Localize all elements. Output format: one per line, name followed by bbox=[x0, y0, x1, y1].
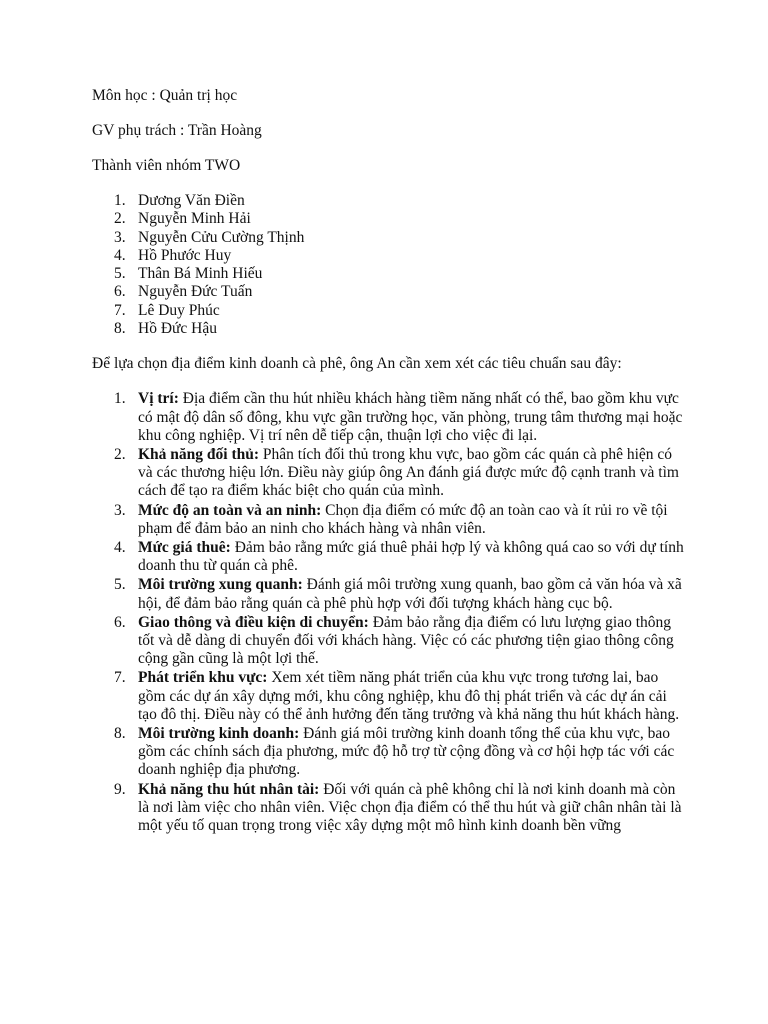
criterion-text: Đánh giá môi trường xung quanh, bao gồm cả văn hóa và xã hội, để đảm bảo rằng quán cà phê phù hợp với đối tượng khách hàng cục bộ. bbox=[138, 576, 682, 612]
list-item: 8. Môi trường kinh doanh: Đánh giá môi trường kinh doanh tổng thể của khu vực, bao gồm các chính sách địa phương, mức độ hỗ trợ từ cộng đồng và cơ hội hợp tác với các doanh nghiệp địa phương. bbox=[114, 725, 675, 779]
member-name: Lê Duy Phúc bbox=[138, 301, 220, 319]
criterion-title: Khả năng đối thủ: bbox=[138, 445, 260, 463]
list-item: 7. Lê Duy Phúc bbox=[114, 301, 220, 319]
criteria-list bbox=[92, 390, 688, 835]
criterion-text: Đảm bảo rằng địa điểm có lưu lượng giao thông tốt và dễ dàng di chuyển đối với khách hàng. Việc có các phương tiện giao thông công cộng gần cũng là một lợi thế. bbox=[138, 613, 674, 668]
criterion-text: Đối với quán cà phê không chỉ là nơi kinh doanh mà còn là nơi làm việc cho nhân viên. Việc chọn địa điểm có thể thu hút và giữ chân nhân tài là một yếu tố quan trọng trong việc xây dựng một mô hình kinh doanh bền vững bbox=[138, 780, 682, 835]
criterion-text: Phân tích đối thủ trong khu vực, bao gồm các quán cà phê hiện có và các thương hiệu lớn. Điều này giúp ông An đánh giá được mức độ cạnh tranh và tìm cách để tạo ra điểm khác biệt cho quán của mình. bbox=[138, 445, 679, 500]
list-item: 4. Mức giá thuê: Đảm bảo rằng mức giá thuê phải hợp lý và không quá cao so với dự tính doanh thu từ quán cà phê. bbox=[114, 539, 684, 575]
teacher-line: GV phụ trách : Trần Hoàng bbox=[92, 122, 262, 139]
list-item: 2. Khả năng đối thủ: Phân tích đối thủ trong khu vực, bao gồm các quán cà phê hiện có và các thương hiệu lớn. Điều này giúp ông An đánh giá được mức độ cạnh tranh và tìm cách để tạo ra điểm khác biệt cho quán của mình. bbox=[114, 445, 679, 500]
member-name: Hồ Đức Hậu bbox=[138, 320, 217, 338]
intro-paragraph: Để lựa chọn địa điểm kinh doanh cà phê, ông An cần xem xét các tiêu chuẩn sau đây: bbox=[92, 355, 622, 373]
list-item: 3. Nguyễn Cửu Cường Thịnh bbox=[114, 228, 305, 246]
list-item: 7. Phát triển khu vực: Xem xét tiềm năng phát triển của khu vực trong tương lai, bao gồm các dự án xây dựng mới, khu công nghiệp, khu đô thị phát triển và các dự án cải tạo đô thị. Điều này có thể ảnh hưởng đến tăng trưởng và khả năng thu hút khách hàng. bbox=[114, 669, 680, 723]
member-name: Hồ Phước Huy bbox=[138, 246, 232, 264]
list-item: 5. Thân Bá Minh Hiếu bbox=[114, 265, 263, 283]
member-name: Nguyễn Cửu Cường Thịnh bbox=[138, 228, 305, 246]
subject-line: Môn học : Quản trị học bbox=[92, 87, 238, 104]
criterion-text: Xem xét tiềm năng phát triển của khu vực trong tương lai, bao gồm các dự án xây dựng mới, khu công nghiệp, khu đô thị phát triển và các dự án cải tạo đô thị. Điều này có thể ảnh hưởng đến tăng trưởng và khả năng thu hút khách hàng. bbox=[138, 669, 680, 723]
member-name: Thân Bá Minh Hiếu bbox=[138, 265, 263, 283]
criterion-text: Địa điểm cần thu hút nhiều khách hàng tiềm năng nhất có thể, bao gồm khu vực có mật độ dân số đông, khu vực gần trường học, văn phòng, trung tâm thương mại hoặc khu công nghiệp. Vị trí nên dễ tiếp cận, thuận lợi cho việc đi lại. bbox=[138, 390, 683, 444]
list-item: 9. Khả năng thu hút nhân tài: Đối với quán cà phê không chỉ là nơi kinh doanh mà còn là nơi làm việc cho nhân viên. Việc chọn địa điểm có thể thu hút và giữ chân nhân tài là một yếu tố quan trọng trong việc xây dựng một mô hình kinh doanh bền vững bbox=[114, 780, 682, 835]
list-item: 2. Nguyễn Minh Hải bbox=[114, 210, 251, 228]
list-item: 6. Giao thông và điều kiện di chuyển: Đảm bảo rằng địa điểm có lưu lượng giao thông tốt và dễ dàng di chuyển đối với khách hàng. Việc có các phương tiện giao thông công cộng gần cũng là một lợi thế. bbox=[114, 613, 674, 668]
criterion-text: Chọn địa điểm có mức độ an toàn cao và ít rủi ro về tội phạm để đảm bảo an ninh cho khách hàng và nhân viên. bbox=[138, 501, 668, 537]
criterion-text: Đảm bảo rằng mức giá thuê phải hợp lý và không quá cao so với dự tính doanh thu từ quán cà phê. bbox=[138, 539, 684, 575]
criterion-title: Giao thông và điều kiện di chuyển: bbox=[138, 613, 369, 631]
criterion-title: Môi trường xung quanh: bbox=[138, 576, 303, 594]
criterion-title: Vị trí: bbox=[138, 390, 179, 408]
criterion-title: Môi trường kinh doanh: bbox=[138, 725, 300, 743]
member-name: Nguyễn Minh Hải bbox=[138, 210, 251, 228]
criterion-title: Khả năng thu hút nhân tài: bbox=[138, 780, 320, 798]
group-title: Thành viên nhóm TWO bbox=[92, 157, 241, 174]
list-item: 6. Nguyễn Đức Tuấn bbox=[114, 283, 253, 301]
list-item: 8. Hồ Đức Hậu bbox=[114, 320, 217, 338]
criterion-text: Đánh giá môi trường kinh doanh tổng thể của khu vực, bao gồm các chính sách địa phương, mức độ hỗ trợ từ cộng đồng và cơ hội hợp tác với các doanh nghiệp địa phương. bbox=[138, 725, 675, 779]
criterion-title: Mức giá thuê: bbox=[138, 539, 231, 556]
list-item: 3. Mức độ an toàn và an ninh: Chọn địa điểm có mức độ an toàn cao và ít rủi ro về tội phạm để đảm bảo an ninh cho khách hàng và nhân viên. bbox=[114, 501, 668, 537]
list-item: 4. Hồ Phước Huy bbox=[114, 246, 232, 264]
member-list bbox=[92, 192, 688, 338]
list-item: 1. Dương Văn Điền bbox=[114, 192, 245, 209]
criterion-title: Mức độ an toàn và an ninh: bbox=[138, 501, 322, 519]
list-item: 5. Môi trường xung quanh: Đánh giá môi trường xung quanh, bao gồm cả văn hóa và xã hội, để đảm bảo rằng quán cà phê phù hợp với đối tượng khách hàng cục bộ. bbox=[114, 576, 682, 612]
criterion-title: Phát triển khu vực: bbox=[138, 669, 268, 687]
member-name: Nguyễn Đức Tuấn bbox=[138, 283, 253, 301]
list-item: 1. Vị trí: Địa điểm cần thu hút nhiều khách hàng tiềm năng nhất có thể, bao gồm khu vực có mật độ dân số đông, khu vực gần trường học, văn phòng, trung tâm thương mại hoặc khu công nghiệp. Vị trí nên dễ tiếp cận, thuận lợi cho việc đi lại. bbox=[114, 390, 683, 444]
member-name: Dương Văn Điền bbox=[138, 192, 245, 209]
